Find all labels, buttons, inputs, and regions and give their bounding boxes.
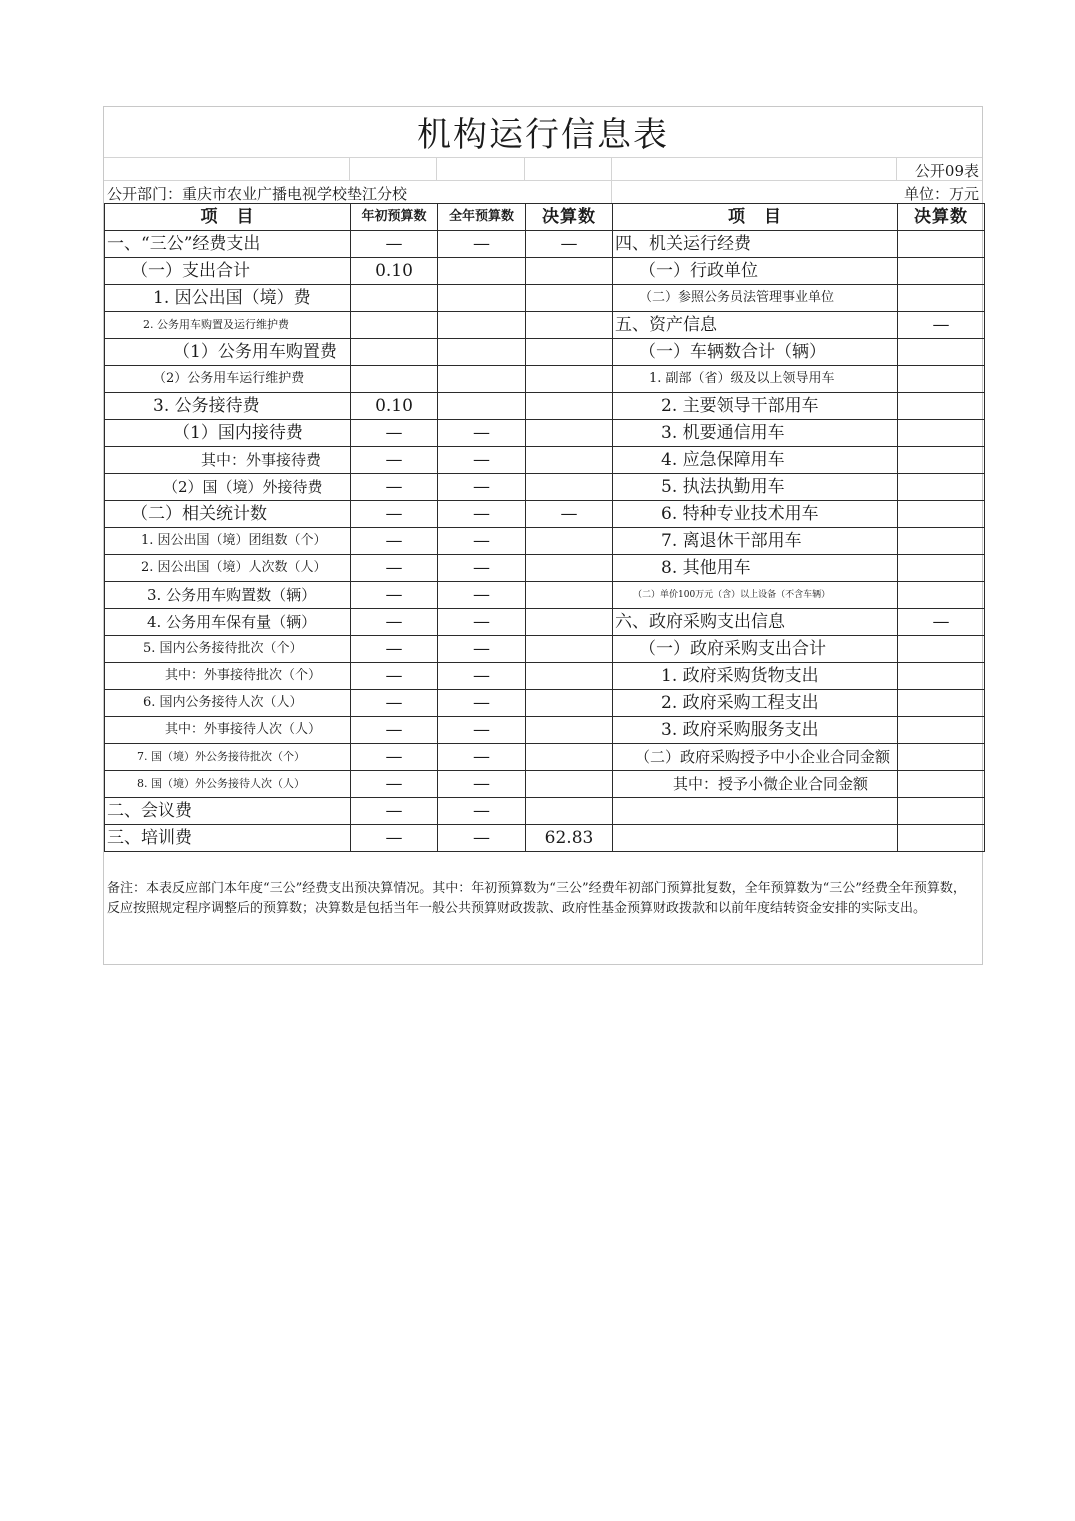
left-item: 一、“三公”经费支出	[105, 231, 351, 258]
full-year-budget-cell: —	[438, 555, 526, 582]
final-account-cell	[526, 690, 613, 717]
full-year-budget-cell: —	[438, 798, 526, 825]
full-year-budget-cell: —	[438, 528, 526, 555]
full-year-budget-cell	[438, 312, 526, 339]
left-item: 1. 因公出国（境）费	[105, 285, 351, 312]
right-final-account-cell	[898, 582, 985, 609]
right-item: （二）政府采购授予中小企业合同金额	[613, 744, 898, 771]
final-account-cell	[526, 285, 613, 312]
table-row	[105, 420, 985, 447]
right-final-account-cell	[898, 798, 985, 825]
full-year-budget-cell: —	[438, 609, 526, 636]
table-row	[105, 825, 985, 852]
initial-budget-cell: —	[351, 771, 438, 798]
left-item: 其中：外事接待费	[105, 447, 351, 474]
table-row	[105, 285, 985, 312]
right-final-account-cell	[898, 258, 985, 285]
initial-budget-cell: —	[351, 717, 438, 744]
right-final-account-cell: —	[898, 312, 985, 339]
final-account-cell	[526, 393, 613, 420]
right-final-account-cell	[898, 501, 985, 528]
header-full-year-budget: 全年预算数	[438, 204, 526, 231]
left-item: （2）国（境）外接待费	[105, 474, 351, 501]
table-row	[105, 555, 985, 582]
right-final-account-cell	[898, 771, 985, 798]
right-final-account-cell	[898, 447, 985, 474]
full-year-budget-cell: —	[438, 663, 526, 690]
right-item: 6. 特种专业技术用车	[613, 501, 898, 528]
final-account-cell	[526, 258, 613, 285]
full-year-budget-cell: —	[438, 636, 526, 663]
table-row	[105, 447, 985, 474]
header-initial-budget: 年初预算数	[351, 204, 438, 231]
full-year-budget-cell: —	[438, 474, 526, 501]
header-right-final-account: 决算数	[898, 204, 985, 231]
right-item: 2. 政府采购工程支出	[613, 690, 898, 717]
final-account-cell	[526, 366, 613, 393]
right-item: （二）单价100万元（含）以上设备（不含车辆）	[613, 582, 898, 609]
initial-budget-cell: —	[351, 690, 438, 717]
left-item: （2）公务用车运行维护费	[105, 366, 351, 393]
left-item: （一）支出合计	[105, 258, 351, 285]
table-row	[105, 582, 985, 609]
initial-budget-cell	[351, 339, 438, 366]
full-year-budget-cell: —	[438, 771, 526, 798]
initial-budget-cell: —	[351, 555, 438, 582]
right-final-account-cell	[898, 285, 985, 312]
page-title: 机构运行信息表	[417, 115, 669, 155]
table-row	[105, 744, 985, 771]
full-year-budget-cell: —	[438, 501, 526, 528]
table-header-row	[105, 204, 985, 231]
full-year-budget-cell	[438, 339, 526, 366]
right-item	[613, 825, 898, 852]
final-account-cell	[526, 474, 613, 501]
initial-budget-cell: —	[351, 582, 438, 609]
right-final-account-cell	[898, 420, 985, 447]
right-final-account-cell	[898, 690, 985, 717]
initial-budget-cell: 0.10	[351, 258, 438, 285]
left-item: 4. 公务用车保有量（辆）	[105, 609, 351, 636]
initial-budget-cell	[351, 366, 438, 393]
right-final-account-cell	[898, 555, 985, 582]
remarks-note: 备注：本表反应部门本年度“三公”经费支出预决算情况。其中：年初预算数为“三公”经费年初部门预算批复数，全年预算数为“三公”经费全年预算数，反应按照规定程序调整后的预算数；决算数是包括当年一般公共预算财政拨款、政府性基金预算财政拨款和以前年度结转资金安排的实际支出。	[107, 881, 966, 916]
left-item: 其中：外事接待批次（个）	[105, 663, 351, 690]
right-item: 3. 政府采购服务支出	[613, 717, 898, 744]
full-year-budget-cell	[438, 258, 526, 285]
left-item: 2. 公务用车购置及运行维护费	[105, 312, 351, 339]
right-item: 4. 应急保障用车	[613, 447, 898, 474]
final-account-cell	[526, 636, 613, 663]
final-account-cell	[526, 663, 613, 690]
table-row	[105, 609, 985, 636]
initial-budget-cell: —	[351, 528, 438, 555]
grid-line	[436, 157, 437, 180]
initial-budget-cell: —	[351, 420, 438, 447]
left-item: （1）公务用车购置费	[105, 339, 351, 366]
table-row	[105, 690, 985, 717]
left-item: 3. 公务用车购置数（辆）	[105, 582, 351, 609]
left-item: 7. 国（境）外公务接待批次（个）	[105, 744, 351, 771]
right-final-account-cell	[898, 717, 985, 744]
right-item: 2. 主要领导干部用车	[613, 393, 898, 420]
initial-budget-cell: —	[351, 744, 438, 771]
right-item: 1. 副部（省）级及以上领导用车	[613, 366, 898, 393]
final-account-cell	[526, 582, 613, 609]
table-row	[105, 393, 985, 420]
full-year-budget-cell: —	[438, 744, 526, 771]
right-final-account-cell	[898, 528, 985, 555]
right-item: （一）行政单位	[613, 258, 898, 285]
table-row	[105, 474, 985, 501]
left-item: （二）相关统计数	[105, 501, 351, 528]
grid-line	[104, 180, 982, 181]
left-item: 三、培训费	[105, 825, 351, 852]
right-item: 5. 执法执勤用车	[613, 474, 898, 501]
header-left-item: 项 目	[105, 204, 351, 231]
right-item: 五、资产信息	[613, 312, 898, 339]
right-final-account-cell	[898, 744, 985, 771]
right-final-account-cell	[898, 636, 985, 663]
right-item: 六、政府采购支出信息	[613, 609, 898, 636]
final-account-cell	[526, 447, 613, 474]
full-year-budget-cell	[438, 366, 526, 393]
table-row	[105, 366, 985, 393]
full-year-budget-cell: —	[438, 690, 526, 717]
left-item: 二、会议费	[105, 798, 351, 825]
initial-budget-cell: —	[351, 636, 438, 663]
table-row	[105, 528, 985, 555]
right-item: 1. 政府采购货物支出	[613, 663, 898, 690]
right-item: （一）车辆数合计（辆）	[613, 339, 898, 366]
final-account-cell	[526, 609, 613, 636]
grid-line	[896, 157, 897, 180]
table-row	[105, 312, 985, 339]
final-account-cell	[526, 717, 613, 744]
table-row	[105, 339, 985, 366]
final-account-cell	[526, 555, 613, 582]
final-account-cell	[526, 339, 613, 366]
unit-label: 单位：万元	[903, 185, 979, 203]
table-row	[105, 636, 985, 663]
initial-budget-cell: —	[351, 447, 438, 474]
initial-budget-cell	[351, 285, 438, 312]
final-account-cell	[526, 312, 613, 339]
initial-budget-cell: —	[351, 663, 438, 690]
full-year-budget-cell: —	[438, 717, 526, 744]
right-item: 其中：授予小微企业合同金额	[613, 771, 898, 798]
right-final-account-cell	[898, 366, 985, 393]
left-item: 2. 因公出国（境）人次数（人）	[105, 555, 351, 582]
grid-line	[349, 157, 350, 180]
final-account-cell: —	[526, 501, 613, 528]
table-row	[105, 798, 985, 825]
table-row	[105, 663, 985, 690]
full-year-budget-cell: —	[438, 447, 526, 474]
full-year-budget-cell: —	[438, 231, 526, 258]
grid-line	[524, 157, 525, 180]
table-row	[105, 771, 985, 798]
left-item: 1. 因公出国（境）团组数（个）	[105, 528, 351, 555]
right-final-account-cell: —	[898, 609, 985, 636]
right-final-account-cell	[898, 393, 985, 420]
full-year-budget-cell: —	[438, 825, 526, 852]
final-account-cell: 62.83	[526, 825, 613, 852]
left-item: 6. 国内公务接待人次（人）	[105, 690, 351, 717]
final-account-cell: —	[526, 231, 613, 258]
initial-budget-cell: —	[351, 609, 438, 636]
final-account-cell	[526, 771, 613, 798]
final-account-cell	[526, 528, 613, 555]
right-item	[613, 798, 898, 825]
grid-line	[611, 157, 612, 203]
initial-budget-cell: 0.10	[351, 393, 438, 420]
right-item: 四、机关运行经费	[613, 231, 898, 258]
final-account-cell	[526, 420, 613, 447]
right-final-account-cell	[898, 474, 985, 501]
right-item: 7. 离退休干部用车	[613, 528, 898, 555]
info-sheet	[103, 106, 983, 965]
right-item: 8. 其他用车	[613, 555, 898, 582]
left-item: （1）国内接待费	[105, 420, 351, 447]
table-row	[105, 258, 985, 285]
right-final-account-cell	[898, 231, 985, 258]
full-year-budget-cell	[438, 393, 526, 420]
info-table	[104, 203, 985, 852]
left-item: 5. 国内公务接待批次（个）	[105, 636, 351, 663]
table-row	[105, 231, 985, 258]
table-row	[105, 501, 985, 528]
full-year-budget-cell: —	[438, 420, 526, 447]
department-label: 公开部门：重庆市农业广播电视学校垫江分校	[107, 185, 408, 203]
right-item: （一）政府采购支出合计	[613, 636, 898, 663]
right-final-account-cell	[898, 339, 985, 366]
header-final-account: 决算数	[526, 204, 613, 231]
full-year-budget-cell	[438, 285, 526, 312]
grid-line	[104, 157, 982, 158]
final-account-cell	[526, 744, 613, 771]
left-item: 3. 公务接待费	[105, 393, 351, 420]
initial-budget-cell: —	[351, 501, 438, 528]
initial-budget-cell: —	[351, 231, 438, 258]
right-item: （二）参照公务员法管理事业单位	[613, 285, 898, 312]
full-year-budget-cell: —	[438, 582, 526, 609]
initial-budget-cell: —	[351, 825, 438, 852]
header-right-item: 项 目	[613, 204, 898, 231]
right-item: 3. 机要通信用车	[613, 420, 898, 447]
initial-budget-cell: —	[351, 798, 438, 825]
final-account-cell	[526, 798, 613, 825]
table-row	[105, 717, 985, 744]
left-item: 8. 国（境）外公务接待人次（人）	[105, 771, 351, 798]
left-item: 其中：外事接待人次（人）	[105, 717, 351, 744]
initial-budget-cell: —	[351, 474, 438, 501]
form-number: 公开09表	[914, 162, 979, 180]
initial-budget-cell	[351, 312, 438, 339]
right-final-account-cell	[898, 825, 985, 852]
right-final-account-cell	[898, 663, 985, 690]
